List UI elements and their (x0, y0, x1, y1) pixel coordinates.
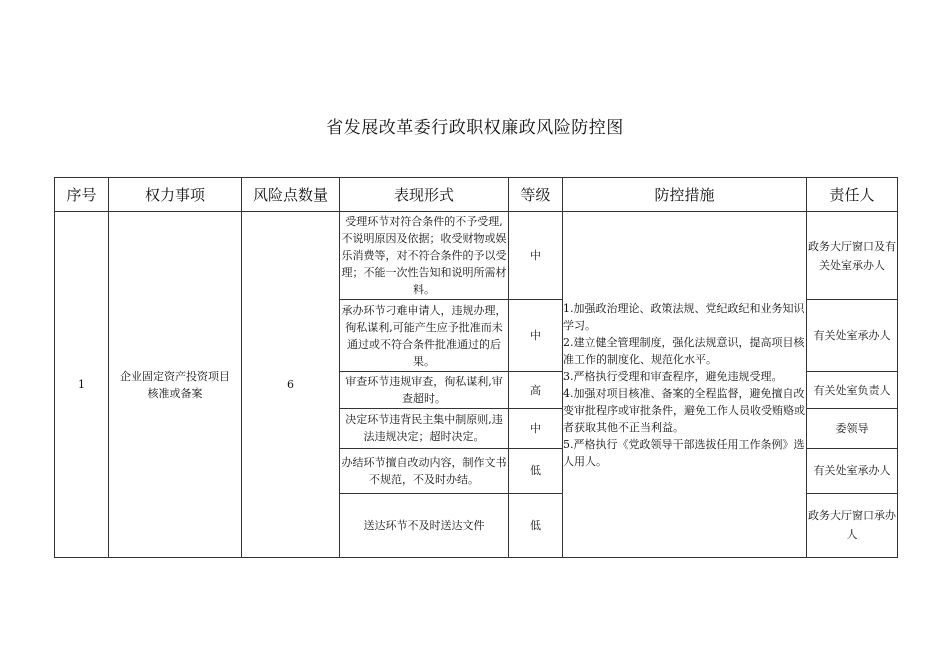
risk-form: 办结环节擅自改动内容，制作文书不规范，不及时办结。 (340, 448, 509, 493)
risk-level: 高 (509, 372, 563, 408)
header-level: 等级 (509, 178, 563, 212)
header-row (55, 178, 898, 212)
measure-item: 2.建立健全管理制度，强化法规意识，提高项目核准工作的制度化、规范化水平。 (563, 335, 805, 366)
measure-item: 3.严格执行受理和审查程序，避免违规受理。 (563, 369, 783, 383)
responsible-person: 政务大厅窗口及有关处室承办人 (807, 212, 898, 300)
control-measures (563, 212, 807, 558)
header-risk-count: 风险点数量 (242, 178, 340, 212)
risk-level: 中 (509, 212, 563, 300)
risk-form: 决定环节违背民主集中制原则,违法违规决定；超时决定。 (340, 408, 509, 448)
header-power-item: 权力事项 (109, 178, 242, 212)
responsible-person: 有关处室负责人 (807, 372, 898, 408)
risk-control-table (54, 177, 898, 558)
item-index: 1 (55, 212, 109, 558)
risk-form: 送达环节不及时送达文件 (340, 493, 509, 557)
measure-item: 5.严格执行《党政领导干部选拔任用工作条例》选人用人。 (563, 437, 805, 468)
responsible-person: 有关处室承办人 (807, 300, 898, 372)
risk-level: 中 (509, 408, 563, 448)
responsible-person: 委领导 (807, 408, 898, 448)
risk-level: 中 (509, 300, 563, 372)
power-item: 企业固定资产投资项目核准或备案 (109, 212, 242, 558)
risk-form: 审查环节违规审查，徇私谋利,审查超时。 (340, 372, 509, 408)
risk-form: 受理环节对符合条件的不予受理,不说明原因及依据；收受财物或娱乐消费等，对不符合条件的予以受理；不能一次性告知和说明所需材料。 (340, 212, 509, 300)
risk-count: 6 (242, 212, 340, 558)
measure-item: 1.加强政治理论、政策法规、党纪政纪和业务知识学习。 (563, 301, 805, 332)
header-form: 表现形式 (340, 178, 509, 212)
risk-level: 低 (509, 493, 563, 557)
table-row (55, 212, 898, 300)
document-title: 省发展改革委行政职权廉政风险防控图 (326, 118, 624, 138)
risk-form: 承办环节刁难申请人，违规办理，徇私谋利,可能产生应予批准而未通过或不符合条件批准通过的后果。 (340, 300, 509, 372)
risk-level: 低 (509, 448, 563, 493)
header-responsible: 责任人 (807, 178, 898, 212)
responsible-person: 政务大厅窗口承办人 (807, 493, 898, 557)
responsible-person: 有关处室承办人 (807, 448, 898, 493)
header-measures: 防控措施 (563, 178, 807, 212)
measure-item: 4.加强对项目核准、备案的全程监督，避免擅自改变审批程序或审批条件，避免工作人员收受贿赂或者获取其他不正当利益。 (563, 386, 805, 434)
header-index: 序号 (55, 178, 109, 212)
